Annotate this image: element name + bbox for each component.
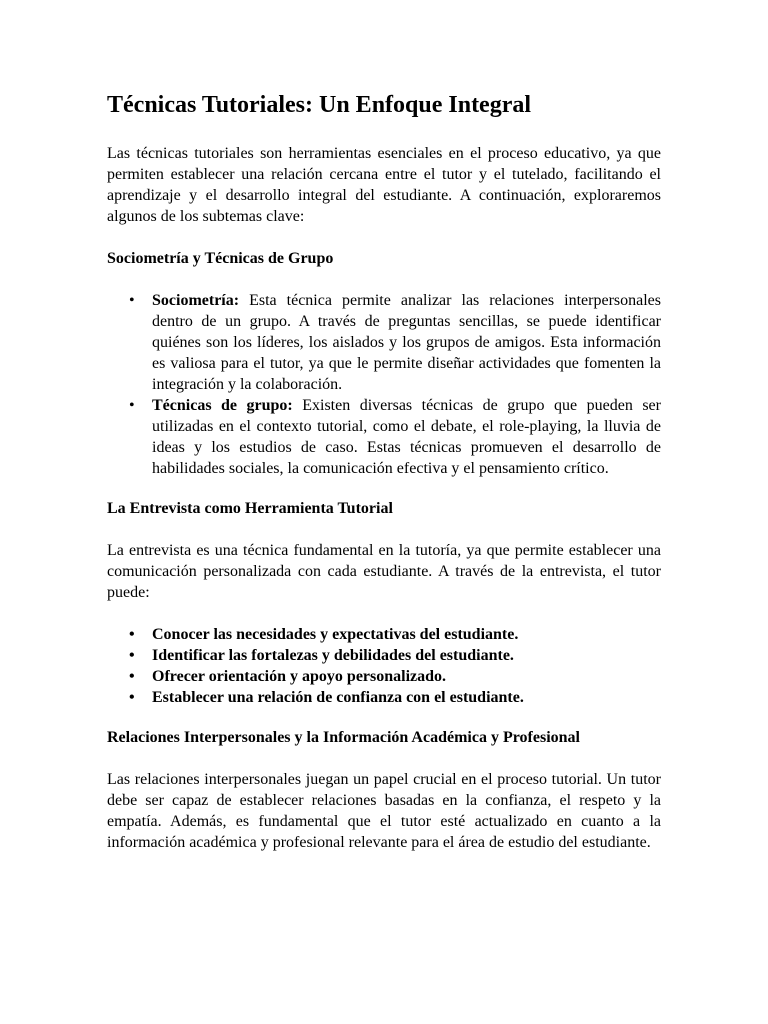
- bullet-icon: •: [129, 647, 135, 664]
- list-item-text: Esta técnica permite analizar las relaciones interpersonales dentro de un grupo. A través de preguntas sencillas, se puede identificar quiénes son los líderes, los aislados y los grupos de amigos. Esta información es valiosa para el tutor, ya que le permite diseñar actividades que fomenten la integración y la colaboración.: [152, 292, 661, 393]
- section-heading-sociometria: Sociometría y Técnicas de Grupo: [107, 250, 334, 267]
- section-heading-relaciones: Relaciones Interpersonales y la Información Académica y Profesional: [107, 729, 580, 746]
- list-item-text: Establecer una relación de confianza con el estudiante.: [152, 689, 524, 706]
- bullet-icon: •: [129, 626, 135, 643]
- bullet-icon: •: [129, 397, 135, 414]
- list-item-text: Ofrecer orientación y apoyo personalizado.: [152, 668, 447, 685]
- section-heading-entrevista: La Entrevista como Herramienta Tutorial: [107, 500, 393, 517]
- list-item: [129, 666, 661, 687]
- list-item: [129, 290, 661, 395]
- entrevista-list: [107, 624, 661, 708]
- list-item: [129, 395, 661, 479]
- document-page: [107, 88, 661, 853]
- list-item-term: Sociometría:: [152, 292, 240, 309]
- list-item: [129, 624, 661, 645]
- document-title: Técnicas Tutoriales: Un Enfoque Integral: [107, 92, 532, 118]
- relaciones-paragraph: Las relaciones interpersonales juegan un papel crucial en el proceso tutorial. Un tutor debe ser capaz de establecer relaciones basadas en la confianza, el respeto y la empatía. Además, es fundamental que el tutor esté actualizado en cuanto a la información académica y profesional relevante para el área de estudio del estudiante.: [107, 771, 661, 851]
- list-item: [129, 645, 661, 666]
- list-item-text: Identificar las fortalezas y debilidades del estudiante.: [152, 647, 514, 664]
- intro-paragraph: Las técnicas tutoriales son herramientas esenciales en el proceso educativo, ya que permiten establecer una relación cercana entre el tutor y el tutelado, facilitando el aprendizaje y el desarrollo integral del estudiante. A continuación, exploraremos algunos de los subtemas clave:: [107, 145, 661, 225]
- list-item: [129, 687, 661, 708]
- bullet-icon: •: [129, 292, 135, 309]
- list-item-text: Conocer las necesidades y expectativas del estudiante.: [152, 626, 519, 643]
- list-item-term: Técnicas de grupo:: [152, 397, 293, 414]
- bullet-icon: •: [129, 689, 135, 706]
- bullet-icon: •: [129, 668, 135, 685]
- list-item-text: Existen diversas técnicas de grupo que pueden ser utilizadas en el contexto tutorial, como el debate, el role-playing, la lluvia de ideas y los estudios de caso. Estas técnicas promueven el desarrollo de habilidades sociales, la comunicación efectiva y el pensamiento crítico.: [152, 397, 661, 477]
- sociometria-list: [107, 290, 661, 479]
- entrevista-paragraph: La entrevista es una técnica fundamental en la tutoría, ya que permite establecer una comunicación personalizada con cada estudiante. A través de la entrevista, el tutor puede:: [107, 542, 661, 601]
